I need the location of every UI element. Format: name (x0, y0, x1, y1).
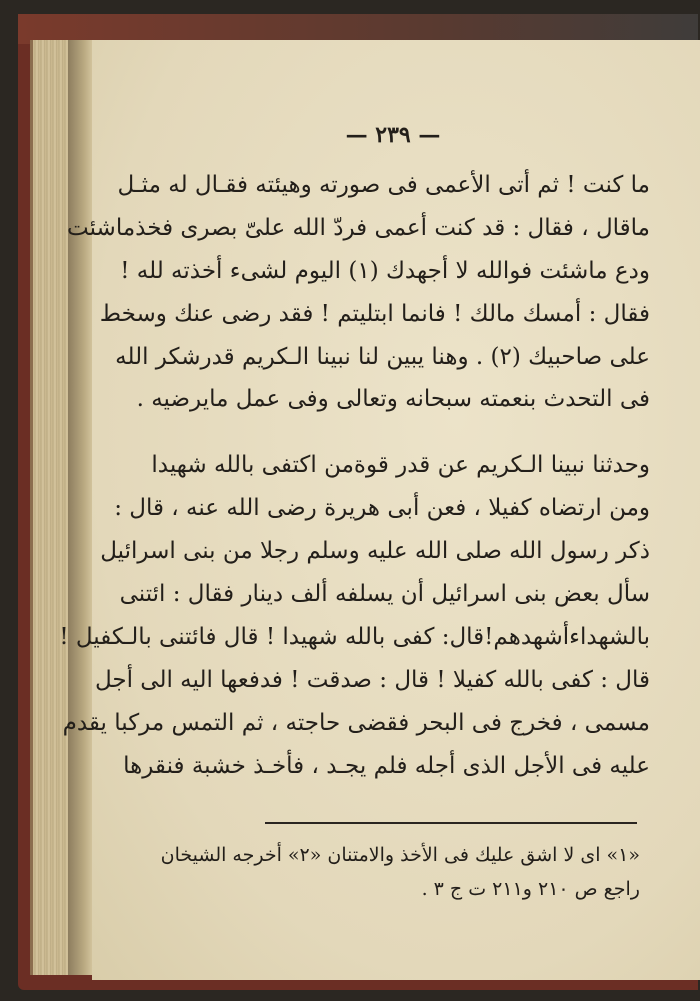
footnote-line: «١» اى لا اشق عليك فى الأخذ والامتنان «٢» أخرجه الشيخان (160, 844, 640, 866)
text-line: فى التحدث بنعمته سبحانه وتعالى وفى عمل مايرضيه . (136, 386, 650, 412)
text-line: مسمى ، فخرج فى البحر فقضى حاجته ، ثم التمس مركبا يقدم (62, 710, 650, 736)
text-line: عليه فى الأجل الذى أجله فلم يجـد ، فأخـذ خشبة فنقرها (123, 753, 650, 779)
text-line: وحدثنا نبينا الـكريم عن قدر قوةمن اكتفى بالله شهيدا (151, 452, 650, 478)
text-line: سأل بعض بنى اسرائيل أن يسلفه ألف دينار فقال : ائتنى (119, 581, 650, 607)
footnote-divider (265, 822, 637, 824)
text-line: فقال : أمسك مالك ! فانما ابتليتم ! فقد رضى عنك وسخط (99, 301, 650, 327)
footnote-line: راجع ص ٢١٠ و٢١١ ت ج ٣ . (421, 878, 640, 900)
spine-shadow (68, 40, 94, 975)
text-line: ودع ماشئت فوالله لا أجهدك (١) اليوم لشىء أخذته لله ! (120, 258, 650, 284)
text-line: ما كنت ! ثم أتى الأعمى فى صورته وهيئته فقـال له مثـل (117, 172, 650, 198)
text-line: ذكر رسول الله صلى الله عليه وسلم رجلا من بنى اسرائيل (100, 538, 650, 564)
page-number: — ٢٣٩ — (345, 122, 441, 148)
text-line: بالشهداءأشهدهم!قال: كفى بالله شهيدا ! قال فائتنى بالـكفيل ! (59, 624, 650, 650)
text-line: قال : كفى بالله كفيلا ! قال : صدقت ! فدفعها اليه الى أجل (94, 667, 650, 693)
text-line: على صاحبيك (٢) . وهنا يبين لنا نبينا الـكريم قدرشكر الله (115, 344, 650, 370)
text-line: ماقال ، فقال : قد كنت أعمى فردّ الله علىّ بصرى فخذماشئت (67, 215, 650, 241)
text-line: ومن ارتضاه كفيلا ، فعن أبى هريرة رضى الله عنه ، قال : (114, 495, 650, 521)
